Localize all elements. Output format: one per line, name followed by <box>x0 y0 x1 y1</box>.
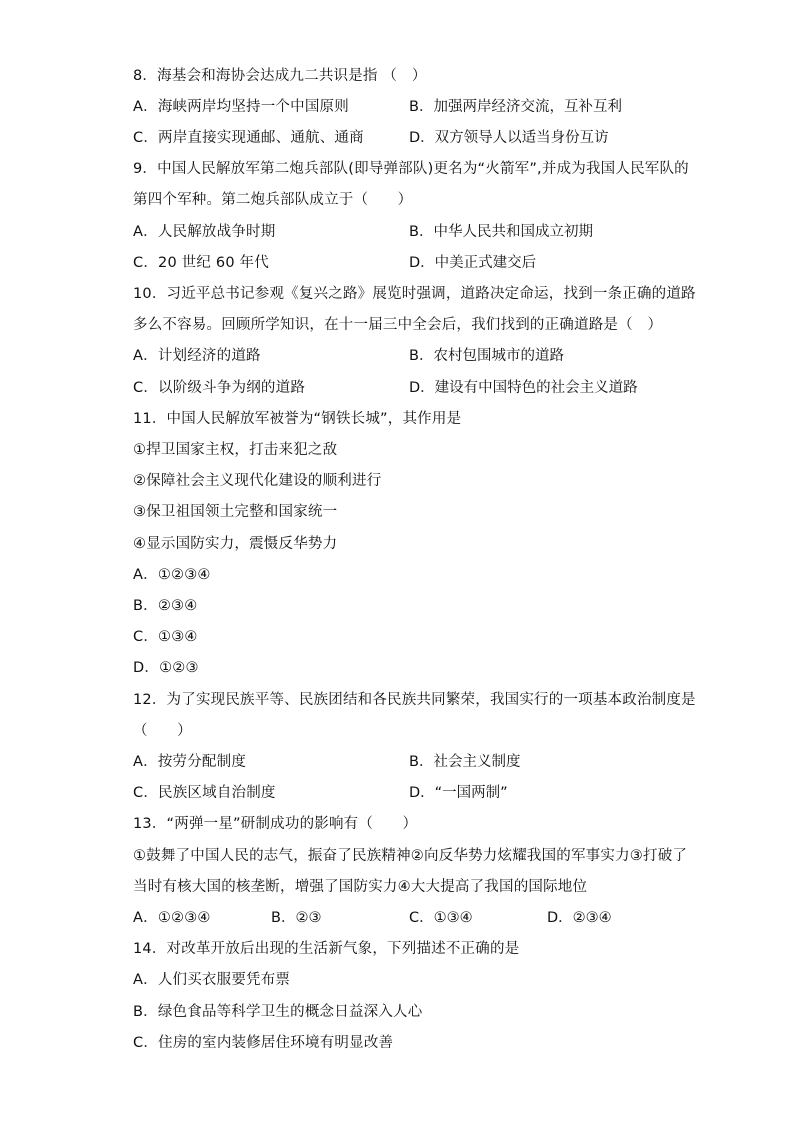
question-9-option-a: A．人民解放战争时期 <box>133 224 276 240</box>
question-9-stem-line-2: 第四个军种。第二炮兵部队成立于（ ） <box>133 192 413 208</box>
question-14-option-b: B．绿色食品等科学卫生的概念日益深入人心 <box>133 1004 423 1020</box>
question-13-body-line-1: ①鼓舞了中国人民的志气，振奋了民族精神②向反华势力炫耀我国的军事实力③打破了 <box>133 848 688 864</box>
question-11-stem: 11．中国人民解放军被誉为“钢铁长城”，其作用是 <box>133 411 462 427</box>
question-11-option-b: B．②③④ <box>133 598 198 614</box>
question-11-item-4: ④显示国防实力，震慑反华势力 <box>133 536 338 552</box>
question-8-option-a: A．海峡两岸均坚持一个中国原则 <box>133 99 349 115</box>
question-14-option-c: C．住房的室内装修居住环境有明显改善 <box>133 1035 394 1051</box>
question-11-option-d: D．①②③ <box>133 660 199 676</box>
question-12-stem-line-1: 12．为了实现民族平等、民族团结和各民族共同繁荣，我国实行的一项基本政治制度是 <box>133 692 696 708</box>
question-10-option-d: D．建设有中国特色的社会主义道路 <box>409 380 638 396</box>
question-12-stem-line-2: （ ） <box>133 723 192 739</box>
question-13-option-a: A．①②③④ <box>133 910 211 926</box>
question-9-stem-line-1: 9．中国人民解放军第二炮兵部队(即导弹部队)更名为“火箭军”,并成为我国人民军队的 <box>133 161 689 177</box>
question-10-option-c: C．以阶级斗争为纲的道路 <box>133 380 306 396</box>
question-11-item-2: ②保障社会主义现代化建设的顺利进行 <box>133 473 382 489</box>
question-11-item-1: ①捍卫国家主权，打击来犯之敌 <box>133 442 338 458</box>
question-12-option-c: C．民族区域自治制度 <box>133 785 276 801</box>
question-8-option-d: D．双方领导人以适当身份互访 <box>409 130 609 146</box>
question-8-stem: 8．海基会和海协会达成九二共识是指 （ ） <box>133 68 427 84</box>
question-9-option-c: C．20 世纪 60 年代 <box>133 255 269 271</box>
question-11-option-a: A．①②③④ <box>133 567 211 583</box>
question-13-option-b: B．②③ <box>271 910 322 926</box>
question-14-stem: 14．对改革开放后出现的生活新气象，下列描述不正确的是 <box>133 941 520 957</box>
question-12-option-d: D．“一国两制” <box>409 785 508 801</box>
question-11-item-3: ③保卫祖国领土完整和国家统一 <box>133 504 338 520</box>
question-13-stem: 13．“两弹一星”研制成功的影响有（ ） <box>133 816 418 832</box>
question-13-body-line-2: 当时有核大国的核垄断，增强了国防实力④大大提高了我国的国际地位 <box>133 879 588 895</box>
question-14-option-a: A．人们买衣服要凭布票 <box>133 972 291 988</box>
question-12-option-b: B．社会主义制度 <box>409 754 521 770</box>
question-8-option-c: C．两岸直接实现通邮、通航、通商 <box>133 130 364 146</box>
question-12-option-a: A．按劳分配制度 <box>133 754 247 770</box>
question-13-option-d: D．②③④ <box>547 910 612 926</box>
question-8-option-b: B．加强两岸经济交流，互补互利 <box>409 99 622 115</box>
question-11-option-c: C．①③④ <box>133 629 198 645</box>
question-10-option-b: B．农村包围城市的道路 <box>409 348 564 364</box>
question-9-option-d: D．中美正式建交后 <box>409 255 537 271</box>
question-10-stem-line-1: 10．习近平总书记参观《复兴之路》展览时强调，道路决定命运，找到一条正确的道路 <box>133 286 696 302</box>
question-13-option-c: C．①③④ <box>409 910 473 926</box>
question-9-option-b: B．中华人民共和国成立初期 <box>409 224 593 240</box>
question-10-option-a: A．计划经济的道路 <box>133 348 261 364</box>
question-10-stem-line-2: 多么不容易。回顾所学知识，在十一届三中全会后，我们找到的正确道路是（ ） <box>133 317 663 333</box>
